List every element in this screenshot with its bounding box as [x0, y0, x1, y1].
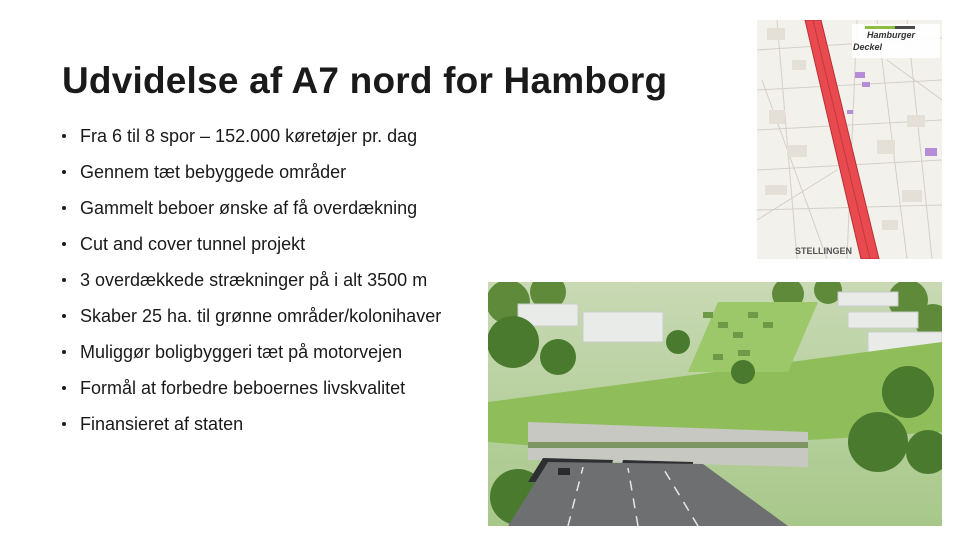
- bullet-text: Gammelt beboer ønske af få overdækning: [80, 198, 418, 218]
- map-place-label: STELLINGEN: [795, 246, 853, 256]
- bullet-item: [60, 334, 490, 370]
- route-map-graphic: [757, 20, 942, 259]
- bullet-text: Cut and cover tunnel projekt: [80, 234, 306, 254]
- bullet-item: [60, 154, 490, 190]
- bullet-item: [60, 406, 490, 442]
- bullet-text: 3 overdækkede strækninger på i alt 3500 m: [80, 270, 428, 290]
- bullet-text: Muliggør boligbyggeri tæt på motorvejen: [80, 342, 403, 362]
- tunnel-cover-rendering: [488, 282, 942, 526]
- bullet-dot-icon: [62, 278, 66, 282]
- bullet-text: Fra 6 til 8 spor – 152.000 køretøjer pr. dag: [80, 126, 418, 146]
- bullet-item: [60, 262, 490, 298]
- route-map-image: [757, 20, 942, 259]
- bullet-text: Skaber 25 ha. til grønne områder/kolonihaver: [80, 306, 442, 326]
- map-logo-line1: Hamburger: [867, 30, 916, 40]
- bullet-item: [60, 226, 490, 262]
- tunnel-rendering-graphic: [488, 282, 942, 526]
- bullet-dot-icon: [62, 206, 66, 210]
- bullet-item: [60, 118, 490, 154]
- bullet-list: [60, 118, 490, 442]
- map-logo-line2: Deckel: [853, 42, 883, 52]
- bullet-dot-icon: [62, 422, 66, 426]
- bullet-dot-icon: [62, 314, 66, 318]
- bullet-dot-icon: [62, 134, 66, 138]
- bullet-dot-icon: [62, 242, 66, 246]
- bullet-item: [60, 298, 490, 334]
- bullet-text: Finansieret af staten: [80, 414, 244, 434]
- bullet-dot-icon: [62, 170, 66, 174]
- bullet-text: Formål at forbedre beboernes livskvalitet: [80, 378, 406, 398]
- bullet-dot-icon: [62, 386, 66, 390]
- bullet-dot-icon: [62, 350, 66, 354]
- bullet-item: [60, 190, 490, 226]
- slide-title: Udvidelse af A7 nord for Hamborg: [62, 60, 668, 101]
- bullet-item: [60, 370, 490, 406]
- bullet-text: Gennem tæt bebyggede områder: [80, 162, 347, 182]
